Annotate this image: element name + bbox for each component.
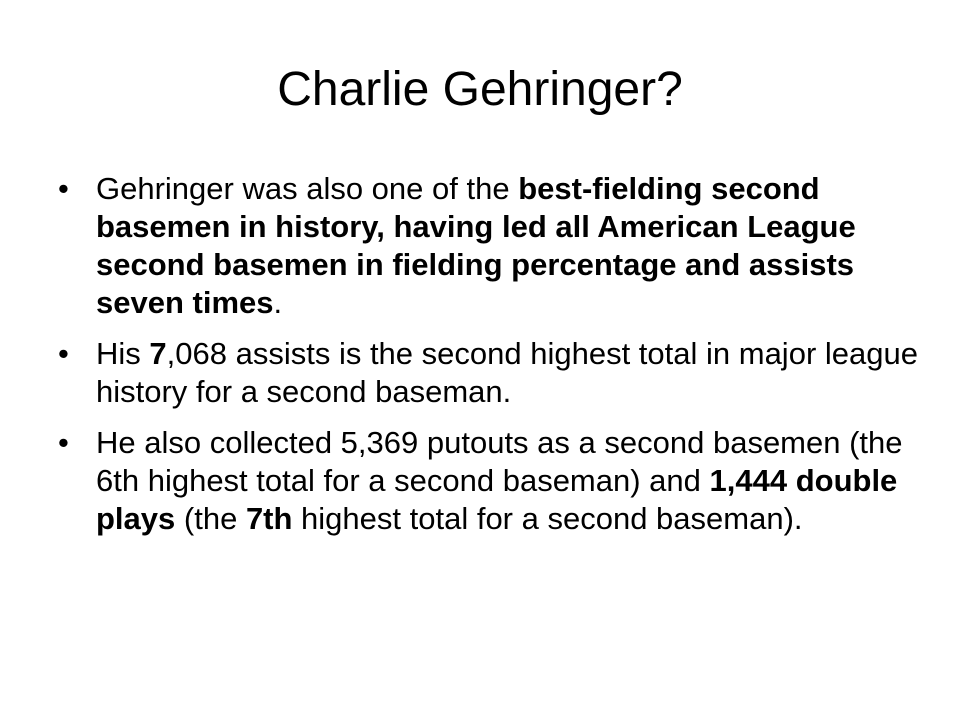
text-segment: His (96, 336, 150, 371)
bold-segment: 7th (245, 501, 293, 536)
text-segment: ,068 assists is the second highest total in major league history for a second baseman. (96, 336, 918, 409)
text-segment: Gehringer was also one of the (96, 171, 519, 206)
bullet-dot-icon: • (58, 425, 69, 460)
text-segment: He also collected 5,369 putouts as a second basemen (the 6th highest total for a second baseman) and (96, 425, 903, 498)
bullet-item (58, 335, 918, 411)
bullet-list (58, 170, 918, 551)
bold-segment: best-fielding second basemen in history, having led all American League second basemen in fielding percentage and assists seven times (96, 171, 856, 320)
bold-segment: 1,444 double plays (96, 463, 898, 536)
text-segment: (the (175, 501, 246, 536)
bullet-text (96, 171, 856, 320)
text-segment: . (273, 285, 283, 320)
bold-segment: 7 (149, 336, 167, 371)
bullet-item (58, 424, 918, 538)
bullet-item (58, 170, 918, 322)
bullet-text (96, 425, 903, 536)
bullet-dot-icon: • (58, 336, 69, 371)
bullet-dot-icon: • (58, 171, 69, 206)
text-segment: highest total for a second baseman). (292, 501, 803, 536)
bullet-text (96, 336, 918, 409)
slide-title: Charlie Gehringer? (277, 63, 683, 116)
